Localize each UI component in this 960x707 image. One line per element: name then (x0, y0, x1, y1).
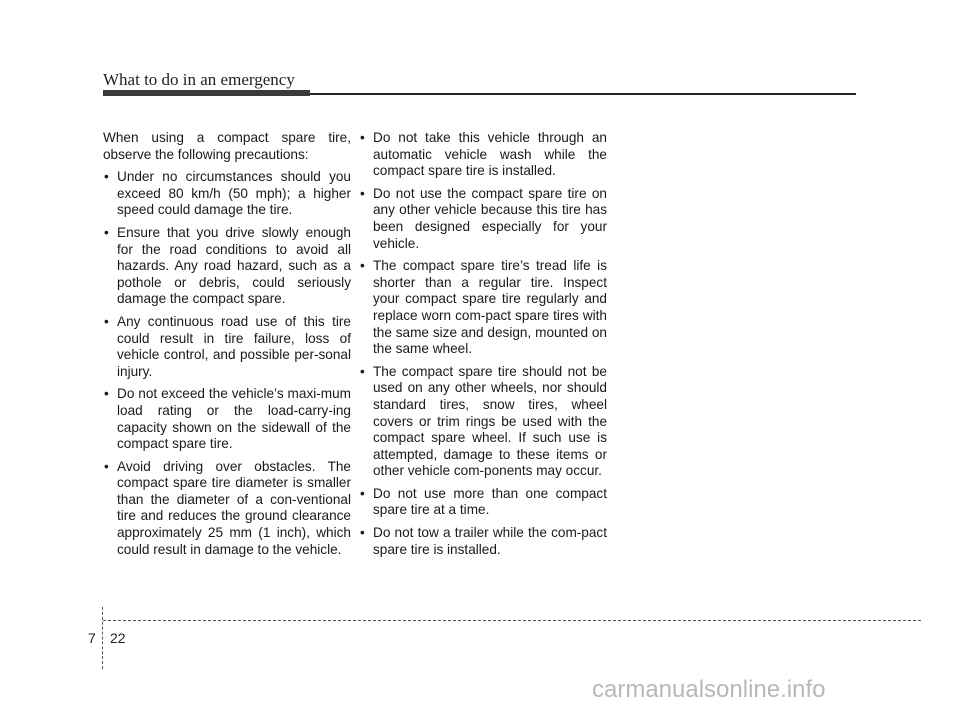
bullet-icon: • (104, 169, 109, 185)
precautions-list-right (359, 130, 607, 558)
bullet-icon: • (360, 485, 365, 501)
page-number: 22 (110, 630, 126, 646)
bullet-icon: • (104, 458, 109, 474)
list-item-text: Under no circumstances should you exceed 80 km/h (50 mph); a higher speed could damage the tire. (117, 169, 351, 218)
list-item-text: Avoid driving over obstacles. The compact spare tire diameter is smaller than the diameter of a con-ventional tire and reduces the ground clearance approximately 25 mm (1 inch), which could result in damage to the vehicle. (117, 458, 351, 557)
footer-dashed-rule (103, 620, 921, 621)
list-item (103, 225, 351, 308)
list-item-text: Do not use more than one compact spare tire at a time. (373, 485, 607, 518)
intro-paragraph: When using a compact spare tire, observe the following precautions: (103, 130, 351, 162)
list-item (103, 459, 351, 559)
list-item-text: Ensure that you drive slowly enough for the road conditions to avoid all hazards. Any road hazard, such as a pothole or debris, could seriously damage the compact spare. (117, 224, 351, 307)
bullet-icon: • (360, 185, 365, 201)
list-item-text: The compact spare tire should not be used on any other wheels, nor should standard tires, snow tires, wheel covers or trim rings be used with the compact spare wheel. If such use is attempted, damage to these items or other vehicle com-ponents may occur. (373, 363, 607, 479)
bullet-icon: • (360, 258, 365, 274)
chapter-number: 7 (88, 630, 96, 646)
list-item-text: Any continuous road use of this tire could result in tire failure, loss of vehicle control, and possible per-sonal injury. (117, 313, 351, 379)
list-item (359, 364, 607, 480)
list-item-text: Do not tow a trailer while the com-pact spare tire is installed. (373, 525, 607, 557)
list-item-text: Do not take this vehicle through an automatic vehicle wash while the compact spare tire is installed. (373, 130, 607, 179)
list-item-text: Do not use the compact spare tire on any other vehicle because this tire has been designed especially for your vehicle. (373, 185, 607, 251)
list-item (103, 169, 351, 219)
list-item (103, 386, 351, 452)
watermark-link[interactable]: carmanualsonline.info (592, 676, 826, 703)
bullet-icon: • (104, 313, 109, 329)
list-item (359, 525, 607, 558)
precautions-list-left (103, 169, 351, 558)
list-item (359, 130, 607, 180)
list-item (359, 258, 607, 358)
list-item (359, 486, 607, 519)
footer-vertical-rule (102, 607, 103, 669)
bullet-icon: • (104, 386, 109, 402)
right-column (359, 130, 607, 564)
list-item-text: The compact spare tire’s tread life is shorter than a regular tire. Inspect your compact spare tire regularly and replace worn com-pact spare tires with the same size and design, mounted on the same wheel. (373, 258, 607, 357)
bullet-icon: • (360, 363, 365, 379)
list-item (103, 314, 351, 380)
bullet-icon: • (104, 224, 109, 240)
section-header-title: What to do in an emergency (103, 70, 295, 89)
list-item (359, 186, 607, 252)
list-item-text: Do not exceed the vehicle’s maxi-mum load rating or the load-carry-ing capacity shown on the sidewall of the compact spare tire. (117, 386, 351, 452)
left-column (103, 130, 351, 564)
header-rule-accent (103, 90, 310, 96)
bullet-icon: • (360, 525, 365, 541)
bullet-icon: • (360, 130, 365, 145)
